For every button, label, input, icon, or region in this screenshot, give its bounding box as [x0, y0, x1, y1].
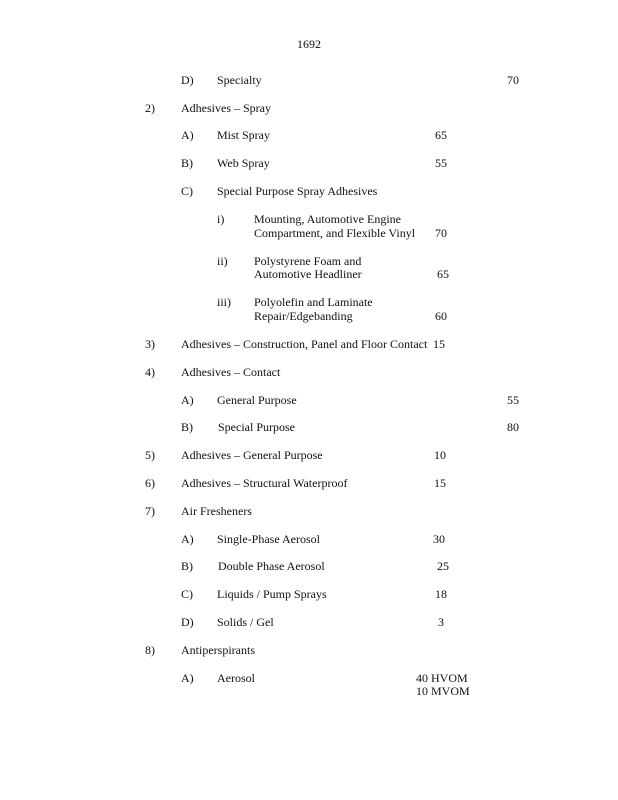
subitem-marker: i) — [217, 212, 225, 226]
item-marker: D) — [181, 615, 194, 629]
item-marker: A) — [181, 671, 194, 685]
item-marker: B) — [181, 156, 193, 170]
item-value: 70 — [507, 73, 519, 87]
section-label: Adhesives – Spray — [181, 101, 271, 115]
section-marker: 8) — [145, 643, 155, 657]
subitem-value: 65 — [437, 267, 449, 281]
item-label: Web Spray — [217, 156, 270, 170]
item-marker: C) — [181, 184, 193, 198]
item-marker: B) — [181, 420, 193, 434]
subitem-marker: ii) — [217, 254, 228, 268]
item-label: Special Purpose — [218, 420, 295, 434]
section-marker: 3) — [145, 337, 155, 351]
section-label: Adhesives – Construction, Panel and Floor Contact — [181, 337, 428, 351]
item-value-line2: 10 MVOM — [416, 684, 470, 698]
section-marker: 4) — [145, 365, 155, 379]
item-marker: D) — [181, 73, 194, 87]
subitem-value: 60 — [435, 309, 447, 323]
item-value: 55 — [435, 156, 447, 170]
item-marker: A) — [181, 532, 194, 546]
section-label: Adhesives – Structural Waterproof — [181, 476, 348, 490]
section-label: Air Fresheners — [181, 504, 252, 518]
item-label: Mist Spray — [217, 128, 271, 142]
item-value: 3 — [438, 615, 444, 629]
item-value: 30 — [433, 532, 445, 546]
section-value: 15 — [434, 476, 446, 490]
item-value: 25 — [437, 559, 449, 573]
item-label: Single-Phase Aerosol — [217, 532, 320, 546]
item-value: 80 — [507, 420, 519, 434]
item-value: 65 — [435, 128, 447, 142]
item-label: Specialty — [217, 73, 262, 87]
item-label: General Purpose — [217, 393, 297, 407]
section-label: Antiperspirants — [181, 643, 255, 657]
section-label: Adhesives – Contact — [181, 365, 281, 379]
section-label: Adhesives – General Purpose — [181, 448, 323, 462]
item-value-line1: 40 HVOM — [416, 671, 468, 685]
item-marker: C) — [181, 587, 193, 601]
item-label: Aerosol — [217, 671, 255, 685]
item-label: Liquids / Pump Sprays — [217, 587, 327, 601]
item-marker: B) — [181, 559, 193, 573]
item-value: 55 — [507, 393, 519, 407]
item-label: Special Purpose Spray Adhesives — [217, 184, 378, 198]
page-number: 1692 — [297, 37, 321, 51]
item-label: Solids / Gel — [217, 615, 274, 629]
subitem-label-line1: Mounting, Automotive Engine — [254, 212, 401, 226]
section-marker: 7) — [145, 504, 155, 518]
subitem-label-line1: Polystyrene Foam and — [254, 254, 362, 268]
section-marker: 2) — [145, 101, 155, 115]
section-value: 10 — [434, 448, 446, 462]
section-marker: 6) — [145, 476, 155, 490]
section-value: 15 — [433, 337, 445, 351]
section-marker: 5) — [145, 448, 155, 462]
subitem-label-line1: Polyolefin and Laminate — [254, 295, 373, 309]
subitem-label-line2: Repair/Edgebanding — [254, 309, 353, 323]
item-marker: A) — [181, 128, 194, 142]
subitem-marker: iii) — [217, 295, 231, 309]
subitem-value: 70 — [435, 226, 447, 240]
item-value: 18 — [435, 587, 447, 601]
subitem-label-line2: Compartment, and Flexible Vinyl — [254, 226, 416, 240]
subitem-label-line2: Automotive Headliner — [254, 267, 362, 281]
item-marker: A) — [181, 393, 194, 407]
item-label: Double Phase Aerosol — [218, 559, 325, 573]
